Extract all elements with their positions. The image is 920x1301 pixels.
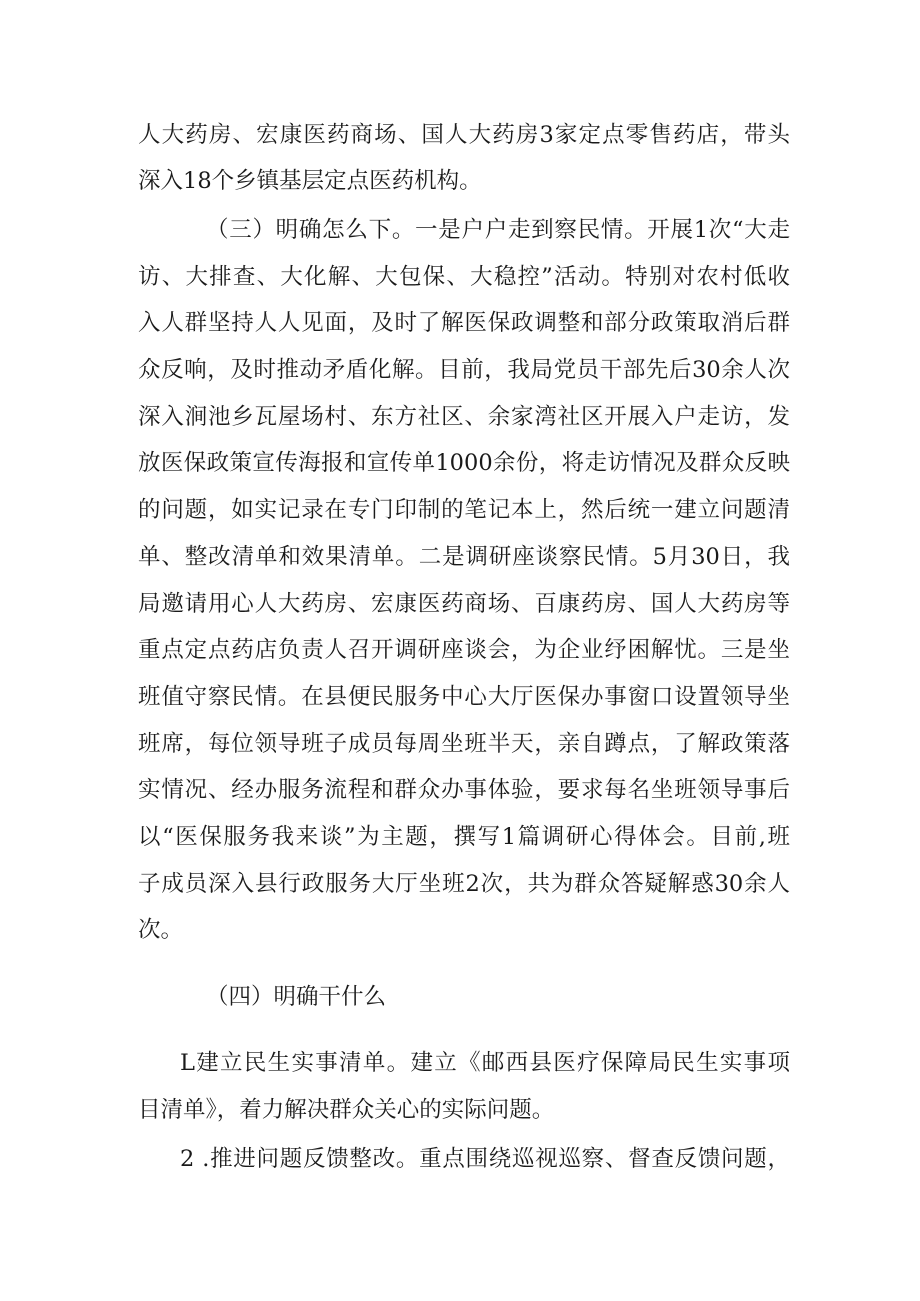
section-4-heading: （四）明确干什么: [206, 984, 387, 1010]
text-line-4: 访、大排查、大化解、大包保、大稳控”活动。特别对农村低收: [138, 264, 790, 290]
item-2-line-1: 2 .推进问题反馈整改。重点围绕巡视巡察、督查反馈问题，: [180, 1146, 790, 1172]
text-line-10: 单、整改清单和效果清单。二是调研座谈察民情。5月30日，我: [138, 544, 790, 570]
text-line-18: 次。: [138, 917, 184, 943]
section-3-heading-line: （三）明确怎么下。一是户户走到察民情。开展1次“大走: [206, 217, 790, 243]
item-1-line-1: L建立民生实事清单。建立《邮西县医疗保障局民生实事项: [180, 1050, 790, 1076]
text-line-7: 深入涧池乡瓦屋场村、东方社区、余家湾社区开展入户走访，发: [138, 404, 790, 430]
text-line-2: 深入18个乡镇基层定点医药机构。: [138, 168, 482, 194]
text-line-17: 子成员深入县行政服务大厅坐班2次，共为群众答疑解惑30余人: [138, 871, 790, 897]
text-line-9: 的问题，如实记录在专门印制的笔记本上，然后统一建立问题清: [138, 497, 790, 523]
item-1-line-2: 目清单》，着力解决群众关心的实际问题。: [138, 1097, 555, 1123]
text-line-8: 放医保政策宣传海报和宣传单1000余份，将走访情况及群众反映: [138, 450, 790, 476]
text-line-12: 重点定点药店负责人召开调研座谈会，为企业纾困解忧。三是坐: [138, 637, 790, 663]
text-line-6: 众反响，及时推动矛盾化解。目前，我局党员干部先后30余人次: [138, 357, 790, 383]
text-line-11: 局邀请用心人大药房、宏康医药商场、百康药房、国人大药房等: [138, 591, 790, 617]
text-line-13: 班值守察民情。在县便民服务中心大厅医保办事窗口设置领导坐: [138, 684, 790, 710]
text-line-14: 班席，每位领导班子成员每周坐班半天，亲自蹲点，了解政策落: [138, 731, 790, 757]
text-line-1: 人大药房、宏康医药商场、国人大药房3家定点零售药店，带头: [138, 122, 790, 148]
text-line-5: 入人群坚持人人见面，及时了解医保政调整和部分政策取消后群: [138, 310, 790, 336]
text-line-15: 实情况、经办服务流程和群众办事体验，要求每名坐班领导事后: [138, 777, 790, 803]
text-line-16: 以“医保服务我来谈”为主题，撰写1篇调研心得体会。目前,班: [138, 824, 790, 850]
